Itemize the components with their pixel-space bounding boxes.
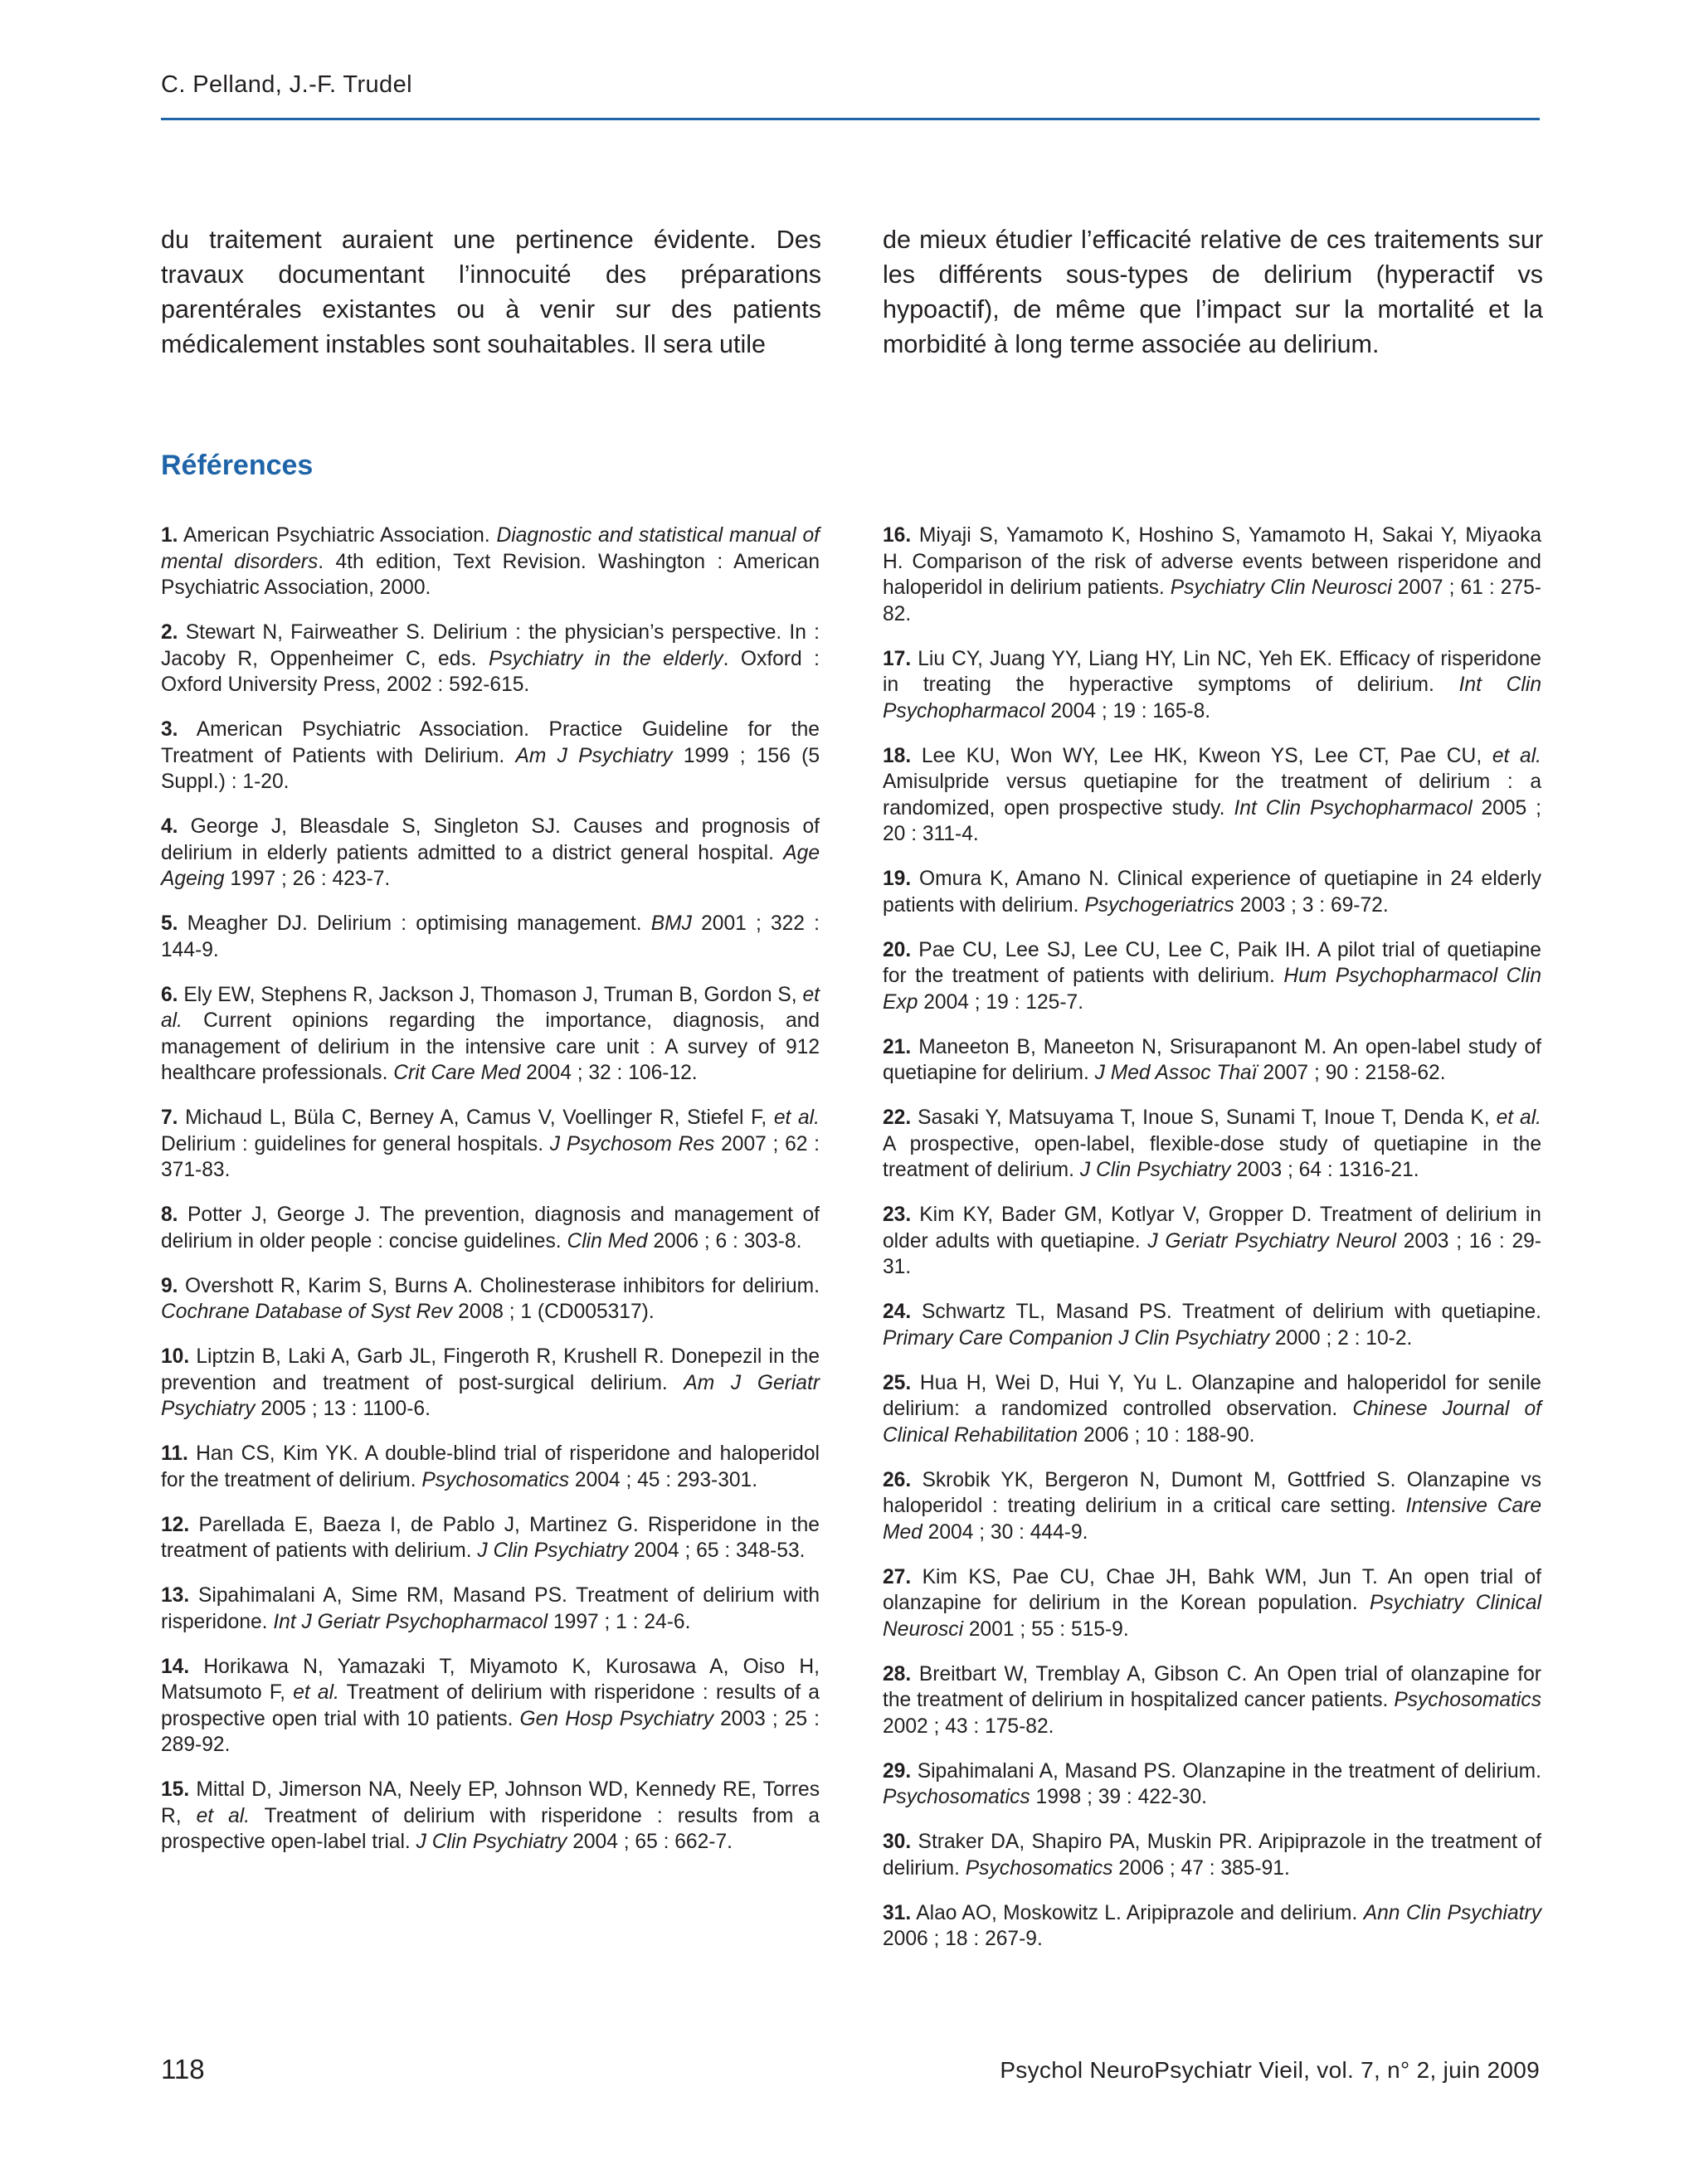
reference-text: Treatment of delirium with risperidone : results of a prospective open trial with 10 patients. xyxy=(161,1681,820,1730)
reference-item xyxy=(161,717,820,795)
reference-number: 22. xyxy=(883,1107,912,1129)
reference-text: 2005 ; 13 : 1100-6. xyxy=(255,1398,431,1420)
reference-number: 11. xyxy=(161,1442,188,1465)
reference-number: 18. xyxy=(883,744,912,767)
reference-text: 2004 ; 32 : 106-12. xyxy=(520,1062,698,1084)
reference-italic-text: Psychosomatics xyxy=(421,1468,570,1491)
reference-text: 2006 ; 6 : 303-8. xyxy=(647,1229,802,1253)
reference-number: 28. xyxy=(883,1662,912,1685)
reference-italic-text: Chinese Journal of Clinical Rehabilitation xyxy=(883,1398,1541,1447)
reference-item xyxy=(161,982,820,1087)
reference-text: 2006 ; 18 : 267-9. xyxy=(883,1928,1043,1950)
reference-text: 2005 ; 20 : 311-4. xyxy=(883,796,1542,845)
reference-text: Mittal D, Jimerson NA, Neely EP, Johnson WD, Kennedy RE, Torres R, xyxy=(161,1778,820,1827)
reference-text: Breitbart W, Tremblay A, Gibson C. An Open trial of olanzapine for the treatment of delirium in hospitalized cancer patients. xyxy=(883,1662,1541,1711)
reference-text: Delirium : guidelines for general hospitals. xyxy=(161,1132,550,1155)
reference-number: 10. xyxy=(161,1345,190,1368)
running-header-authors: C. Pelland, J.-F. Trudel xyxy=(161,71,412,98)
reference-number: 20. xyxy=(883,938,912,961)
reference-text: 1999 ; 156 (5 Suppl.) : 1-20. xyxy=(161,744,820,793)
reference-text: Straker DA, Shapiro PA, Muskin PR. Aripiprazole in the treatment of delirium. xyxy=(883,1831,1541,1880)
reference-number: 9. xyxy=(161,1274,178,1297)
reference-item xyxy=(883,1202,1541,1281)
reference-item xyxy=(161,620,820,698)
reference-italic-text: Psychiatry in the elderly xyxy=(488,647,723,670)
reference-item xyxy=(883,1467,1541,1546)
reference-text: A prospective, open-label, flexible-dose study of quetiapine in the treatment of delirium. xyxy=(883,1132,1541,1181)
reference-text: Potter J, George J. The prevention, diagnosis and management of delirium in older people : concise guidelines. xyxy=(161,1204,820,1253)
reference-text: 2004 ; 65 : 348-53. xyxy=(628,1540,806,1562)
reference-text: Kim KY, Bader GM, Kotlyar V, Gropper D. Treatment of delirium in older adults with quetiapine. xyxy=(883,1204,1541,1253)
reference-italic-text: Crit Care Med xyxy=(393,1062,521,1084)
reference-text: George J, Bleasdale S, Singleton SJ. Causes and prognosis of delirium in elderly patients admitted to a district general hospital. xyxy=(161,815,820,864)
reference-item xyxy=(161,1202,820,1254)
reference-number: 2. xyxy=(161,621,178,644)
reference-text: Amisulpride versus quetiapine for the treatment of delirium : a randomized, open prospective study. xyxy=(883,771,1541,820)
reference-italic-text: Cochrane Database of Syst Rev xyxy=(161,1301,453,1323)
reference-item xyxy=(161,1583,820,1635)
reference-item xyxy=(883,646,1541,725)
reference-text: Sasaki Y, Matsuyama T, Inoue S, Sunami T, Inoue T, Denda K, xyxy=(911,1107,1497,1129)
reference-number: 26. xyxy=(883,1468,912,1491)
reference-text: 2007 ; 61 : 275-82. xyxy=(883,576,1542,625)
reference-italic-text: Int J Geriatr Psychopharmacol xyxy=(273,1610,548,1633)
reference-text: Lee KU, Won WY, Lee HK, Kweon YS, Lee CT, Pae CU, xyxy=(911,744,1492,767)
reference-italic-text: et al. xyxy=(293,1681,339,1704)
reference-italic-text: et al. xyxy=(161,983,820,1032)
reference-text: Alao AO, Moskowitz L. Aripiprazole and delirium. xyxy=(911,1901,1364,1924)
reference-italic-text: et al. xyxy=(1496,1107,1541,1129)
reference-text: Schwartz TL, Masand PS. Treatment of delirium with quetiapine. xyxy=(911,1301,1541,1323)
reference-text: 2004 ; 45 : 293-301. xyxy=(569,1468,758,1491)
reference-italic-text: Int Clin Psychopharmacol xyxy=(1234,796,1473,820)
reference-number: 30. xyxy=(883,1831,912,1853)
reference-text: Miyaji S, Yamamoto K, Hoshino S, Yamamoto H, Sakai Y, Miyaoka H. Comparison of the risk of adverse events between risperidone and haloperidol in delirium patients. xyxy=(883,524,1541,599)
reference-text: Sipahimalani A, Sime RM, Masand PS. Treatment of delirium with risperidone. xyxy=(161,1584,820,1633)
reference-item xyxy=(883,1105,1541,1184)
reference-italic-text: Am J Psychiatry xyxy=(515,744,673,767)
reference-italic-text: Psychosomatics xyxy=(1394,1689,1541,1711)
reference-item xyxy=(883,1829,1541,1881)
reference-text: Liu CY, Juang YY, Liang HY, Lin NC, Yeh EK. Efficacy of risperidone in treating the hyperactive symptoms of delirium. xyxy=(883,647,1541,696)
references-right-column xyxy=(883,523,1541,1971)
reference-italic-text: J Psychosom Res xyxy=(549,1132,715,1155)
reference-text: Sipahimalani A, Masand PS. Olanzapine in the treatment of delirium. xyxy=(911,1759,1541,1783)
reference-text: 2007 ; 62 : 371-83. xyxy=(161,1132,820,1181)
reference-item xyxy=(161,1777,820,1856)
reference-text: 2004 ; 30 : 444-9. xyxy=(922,1520,1088,1544)
references-heading: Références xyxy=(161,450,314,481)
reference-number: 29. xyxy=(883,1759,912,1783)
reference-text: 1997 ; 1 : 24-6. xyxy=(548,1610,691,1633)
reference-text: 2006 ; 47 : 385-91. xyxy=(1112,1856,1290,1880)
reference-number: 16. xyxy=(883,524,912,547)
reference-text: 2000 ; 2 : 10-2. xyxy=(1269,1326,1413,1350)
reference-text: 2004 ; 65 : 662-7. xyxy=(567,1831,733,1853)
reference-italic-text: Clin Med xyxy=(567,1229,648,1253)
reference-italic-text: BMJ xyxy=(650,912,692,935)
reference-number: 3. xyxy=(161,718,178,741)
reference-number: 4. xyxy=(161,815,178,838)
reference-text: 2007 ; 90 : 2158-62. xyxy=(1257,1062,1446,1084)
reference-number: 25. xyxy=(883,1371,912,1394)
reference-text: Michaud L, Büla C, Berney A, Camus V, Voellinger R, Stiefel F, xyxy=(178,1107,774,1129)
reference-italic-text: J Clin Psychiatry xyxy=(1079,1159,1231,1181)
reference-item xyxy=(883,1034,1541,1087)
reference-text: 2004 ; 19 : 125-7. xyxy=(918,990,1084,1014)
reference-item xyxy=(161,1512,820,1564)
body-text-right-column: de mieux étudier l’efficacité relative de ces traitements sur les différents sous-types de delirium (hyperactif vs hypoactif), de même que l’impact sur la mortalité et la morbidité à long terme associée au delirium. xyxy=(883,226,1543,358)
journal-citation: Psychol NeuroPsychiatr Vieil, vol. 7, n° 2, juin 2009 xyxy=(1000,2057,1540,2083)
reference-italic-text: et al. xyxy=(1492,744,1541,767)
reference-text: 2001 ; 322 : 144-9. xyxy=(161,912,820,961)
reference-number: 19. xyxy=(883,868,912,890)
reference-item xyxy=(161,1344,820,1423)
reference-italic-text: et al. xyxy=(773,1107,820,1129)
reference-italic-text: Gen Hosp Psychiatry xyxy=(519,1707,714,1730)
reference-italic-text: Psychiatry Clinical Neurosci xyxy=(883,1592,1541,1641)
reference-italic-text: Am J Geriatr Psychiatry xyxy=(161,1371,820,1420)
page-number: 118 xyxy=(161,2054,205,2084)
reference-item xyxy=(161,1654,820,1758)
reference-number: 15. xyxy=(161,1778,190,1801)
reference-italic-text: J Geriatr Psychiatry Neurol xyxy=(1147,1229,1396,1253)
reference-text: Maneeton B, Maneeton N, Srisurapanont M. An open-label study of quetiapine for delirium. xyxy=(883,1035,1541,1084)
reference-italic-text: Hum Psychopharmacol Clin Exp xyxy=(883,965,1541,1014)
reference-number: 5. xyxy=(161,912,178,935)
reference-text: . Oxford : Oxford University Press, 2002 : 592-615. xyxy=(161,647,820,696)
reference-item xyxy=(161,814,820,893)
reference-text: 2008 ; 1 (CD005317). xyxy=(452,1301,655,1323)
references-left-column xyxy=(161,523,820,1874)
reference-italic-text: Primary Care Companion J Clin Psychiatry xyxy=(883,1326,1270,1350)
reference-number: 24. xyxy=(883,1301,912,1323)
reference-number: 12. xyxy=(161,1513,190,1536)
reference-text: Horikawa N, Yamazaki T, Miyamoto K, Kurosawa A, Oiso H, Matsumoto F, xyxy=(161,1655,820,1704)
reference-text: 2003 ; 25 : 289-92. xyxy=(161,1707,820,1756)
reference-text: Pae CU, Lee SJ, Lee CU, Lee C, Paik IH. A pilot trial of quetiapine for the treatment of patients with delirium. xyxy=(883,938,1541,987)
reference-text: Hua H, Wei D, Hui Y, Yu L. Olanzapine and haloperidol for senile delirium: a randomized controlled observation. xyxy=(883,1371,1541,1420)
reference-text: Overshott R, Karim S, Burns A. Cholinesterase inhibitors for delirium. xyxy=(178,1274,820,1297)
reference-italic-text: J Clin Psychiatry xyxy=(416,1831,567,1853)
reference-number: 14. xyxy=(161,1655,190,1678)
reference-text: Parellada E, Baeza I, de Pablo J, Martinez G. Risperidone in the treatment of patients with delirium. xyxy=(161,1513,820,1562)
reference-text: Treatment of delirium with risperidone : results from a prospective open-label trial. xyxy=(161,1804,820,1853)
reference-number: 31. xyxy=(883,1901,912,1924)
reference-number: 13. xyxy=(161,1584,190,1607)
reference-italic-text: Age Ageing xyxy=(161,841,820,890)
reference-item xyxy=(883,1661,1541,1740)
reference-text: American Psychiatric Association. xyxy=(178,524,497,547)
reference-text: 2003 ; 64 : 1316-21. xyxy=(1230,1159,1419,1181)
reference-text: American Psychiatric Association. Practice Guideline for the Treatment of Patients with Delirium. xyxy=(161,718,820,767)
reference-item xyxy=(161,523,820,601)
reference-text: 2003 ; 16 : 29-31. xyxy=(883,1229,1541,1278)
reference-text: 2002 ; 43 : 175-82. xyxy=(883,1715,1054,1738)
reference-item xyxy=(883,1370,1541,1449)
reference-text: 1997 ; 26 : 423-7. xyxy=(224,868,391,890)
reference-text: Omura K, Amano N. Clinical experience of quetiapine in 24 elderly patients with delirium. xyxy=(883,868,1541,917)
reference-text: . 4th edition, Text Revision. Washington : American Psychiatric Association, 2000. xyxy=(161,550,820,599)
reference-number: 27. xyxy=(883,1565,912,1588)
reference-text: Current opinions regarding the importance, diagnosis, and management of delirium in the intensive care unit : A survey of 912 healthcare professionals. xyxy=(161,1009,820,1084)
reference-text: Meagher DJ. Delirium : optimising management. xyxy=(178,912,651,935)
reference-text: 1998 ; 39 : 422-30. xyxy=(1030,1786,1207,1808)
reference-text: Ely EW, Stephens R, Jackson J, Thomason J, Truman B, Gordon S, xyxy=(178,983,803,1006)
reference-number: 1. xyxy=(161,524,178,547)
reference-italic-text: Diagnostic and statistical manual of mental disorders xyxy=(161,524,820,573)
reference-item xyxy=(883,1564,1541,1643)
reference-item xyxy=(161,1441,820,1493)
reference-text: Kim KS, Pae CU, Chae JH, Bahk WM, Jun T. An open trial of olanzapine for delirium in the Korean population. xyxy=(883,1565,1541,1614)
reference-italic-text: Ann Clin Psychiatry xyxy=(1363,1901,1541,1924)
reference-item xyxy=(161,911,820,963)
reference-number: 21. xyxy=(883,1035,912,1058)
reference-item xyxy=(883,1758,1541,1811)
reference-text: 2006 ; 10 : 188-90. xyxy=(1078,1423,1255,1447)
reference-item xyxy=(883,523,1541,627)
reference-italic-text: J Clin Psychiatry xyxy=(477,1540,629,1562)
reference-item xyxy=(883,1900,1541,1953)
reference-number: 6. xyxy=(161,983,178,1006)
header-rule xyxy=(161,118,1540,120)
reference-item xyxy=(883,937,1541,1016)
reference-text: Skrobik YK, Bergeron N, Dumont M, Gottfried S. Olanzapine vs haloperidol : treating delirium in a critical care setting. xyxy=(883,1468,1541,1517)
reference-text: 2001 ; 55 : 515-9. xyxy=(963,1617,1129,1641)
reference-italic-text: J Med Assoc Thaï xyxy=(1094,1062,1258,1084)
reference-italic-text: Intensive Care Med xyxy=(883,1495,1542,1544)
reference-text: Stewart N, Fairweather S. Delirium : the physician’s perspective. In : Jacoby R, Oppenheimer C, eds. xyxy=(161,621,820,670)
reference-italic-text: Psychosomatics xyxy=(883,1786,1030,1808)
reference-number: 7. xyxy=(161,1107,178,1129)
reference-text: 2004 ; 19 : 165-8. xyxy=(1044,699,1211,722)
reference-item xyxy=(883,1299,1541,1351)
reference-item xyxy=(161,1105,820,1184)
reference-text: Han CS, Kim YK. A double-blind trial of risperidone and haloperidol for the treatment of delirium. xyxy=(161,1442,820,1491)
reference-item xyxy=(883,743,1541,848)
reference-text: Liptzin B, Laki A, Garb JL, Fingeroth R, Krushell R. Donepezil in the prevention and treatment of post-surgical delirium. xyxy=(161,1345,820,1394)
reference-number: 8. xyxy=(161,1204,178,1226)
body-text-left-column: du traitement auraient une pertinence évidente. Des travaux documentant l’innocuité des préparations parentérales existantes ou à venir sur des patients médicalement instables sont souhaitables. Il sera utile xyxy=(161,226,821,358)
reference-italic-text: et al. xyxy=(196,1804,251,1827)
reference-italic-text: Int Clin Psychopharmacol xyxy=(883,674,1541,722)
reference-item xyxy=(161,1273,820,1325)
reference-number: 17. xyxy=(883,647,912,670)
reference-italic-text: Psychiatry Clin Neurosci xyxy=(1170,576,1392,599)
reference-item xyxy=(883,866,1541,918)
reference-italic-text: Psychogeriatrics xyxy=(1084,893,1234,917)
reference-number: 23. xyxy=(883,1204,912,1226)
reference-text: 2003 ; 3 : 69-72. xyxy=(1234,893,1389,917)
reference-italic-text: Psychosomatics xyxy=(965,1856,1113,1880)
